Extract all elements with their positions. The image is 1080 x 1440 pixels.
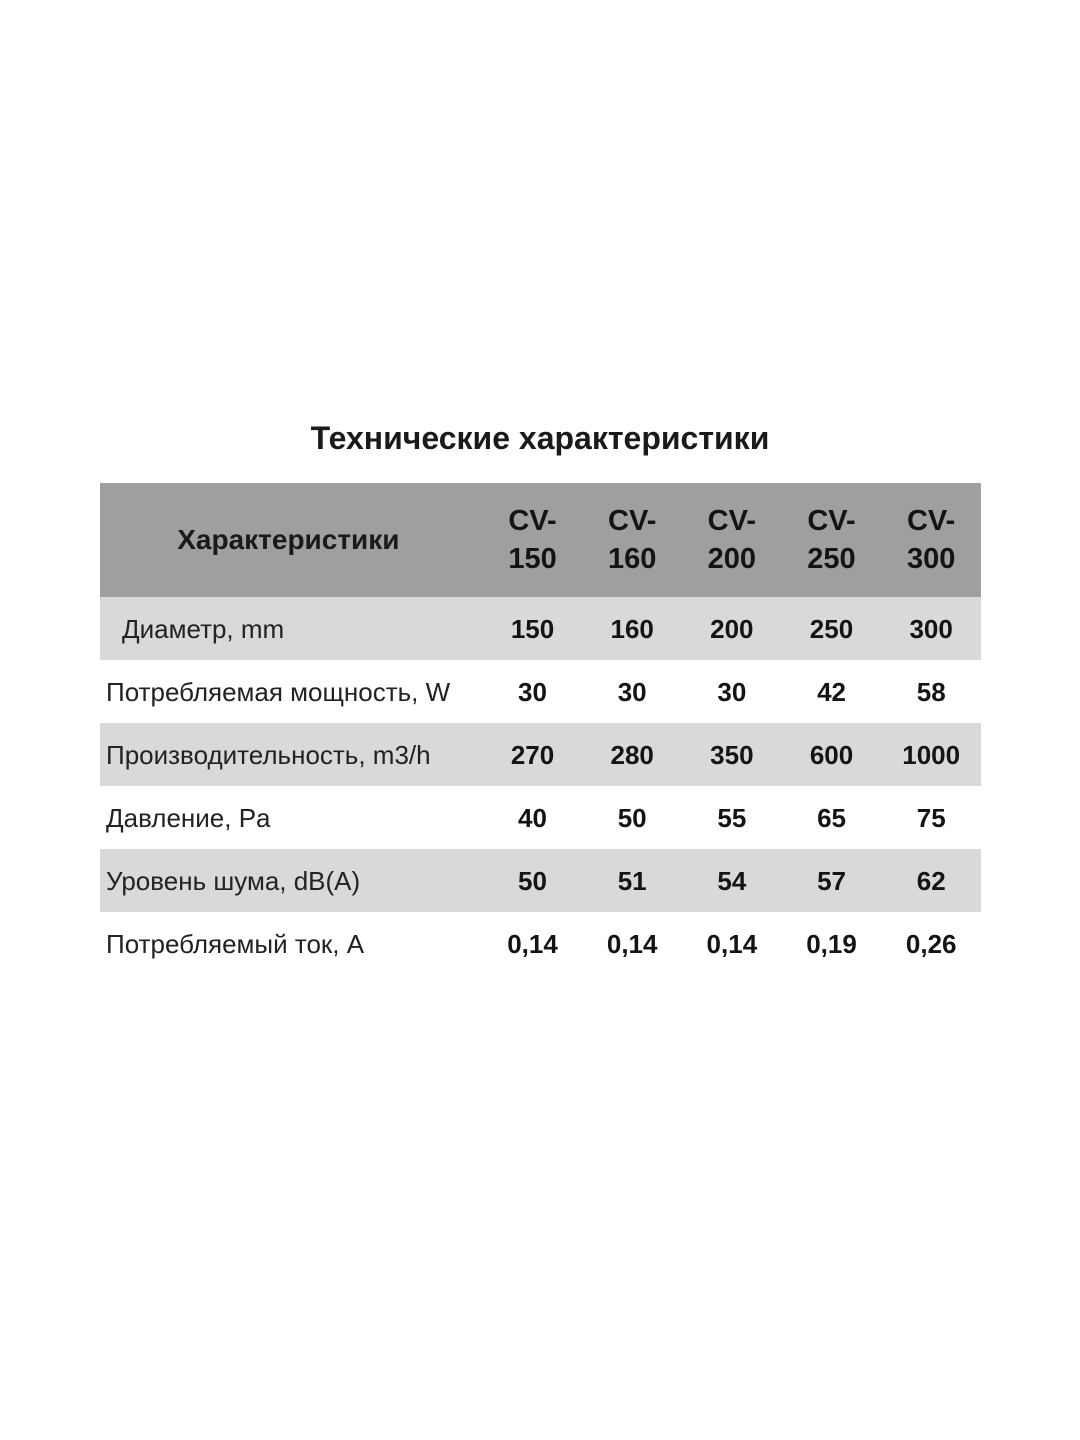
model-size: 250 — [807, 543, 856, 575]
row-value: 0,19 — [806, 928, 857, 959]
row-value: 1000 — [902, 739, 961, 770]
page-title: Технические характеристики — [310, 420, 770, 456]
model-header-cv200 — [682, 502, 782, 578]
model-prefix: CV- — [807, 505, 856, 537]
row-value: 55 — [717, 802, 747, 833]
row-value: 51 — [617, 865, 647, 896]
row-value: 0,14 — [507, 928, 558, 959]
row-value: 280 — [610, 739, 654, 770]
row-value: 62 — [916, 865, 946, 896]
row-value: 600 — [809, 739, 854, 770]
row-value: 50 — [617, 802, 647, 833]
model-size: 150 — [508, 543, 557, 575]
row-value: 300 — [909, 613, 953, 644]
row-value: 30 — [617, 676, 647, 707]
model-size: 300 — [906, 543, 956, 575]
row-value: 42 — [817, 676, 846, 707]
table-row-current — [100, 912, 981, 975]
row-value: 57 — [817, 865, 846, 896]
model-prefix: CV- — [608, 505, 657, 537]
model-prefix: CV- — [707, 505, 757, 537]
table-row-airflow — [100, 723, 981, 786]
table-row-pressure — [100, 786, 981, 849]
model-header-cv250 — [782, 502, 882, 578]
row-label: Производительность, m3/h — [106, 739, 431, 770]
row-value: 75 — [916, 802, 946, 833]
row-value: 150 — [510, 613, 555, 644]
specifications-table — [100, 483, 981, 975]
row-value: 50 — [518, 865, 547, 896]
table-row-power — [100, 660, 981, 723]
row-value: 40 — [518, 802, 547, 833]
row-label: Уровень шума, dB(A) — [106, 865, 361, 896]
row-value: 270 — [510, 739, 555, 770]
row-value: 250 — [809, 613, 854, 644]
row-label: Потребляемая мощность, W — [106, 676, 451, 707]
row-value: 54 — [717, 865, 747, 896]
row-value: 350 — [710, 739, 754, 770]
row-label: Давление, Pa — [106, 802, 271, 833]
row-value: 0,26 — [905, 928, 957, 959]
model-size: 160 — [607, 543, 657, 575]
table-row-diameter — [100, 597, 981, 660]
row-value: 200 — [710, 613, 754, 644]
model-header-cv150 — [483, 502, 583, 578]
row-value: 160 — [610, 613, 654, 644]
model-header-cv160 — [582, 502, 682, 578]
model-prefix: CV- — [508, 505, 557, 537]
table-row-noise — [100, 849, 981, 912]
row-label: Потребляемый ток, A — [106, 928, 365, 959]
row-label: Диаметр, mm — [122, 613, 285, 644]
row-value: 30 — [518, 676, 547, 707]
row-value: 0,14 — [706, 928, 758, 959]
model-size: 200 — [707, 543, 757, 575]
row-value: 65 — [817, 802, 846, 833]
table-header-row — [100, 483, 981, 597]
row-value: 30 — [717, 676, 747, 707]
header-characteristics-label: Характеристики — [177, 524, 400, 555]
row-value: 58 — [916, 676, 946, 707]
model-prefix: CV- — [906, 505, 956, 537]
row-value: 0,14 — [606, 928, 658, 959]
model-header-cv300 — [881, 502, 981, 578]
